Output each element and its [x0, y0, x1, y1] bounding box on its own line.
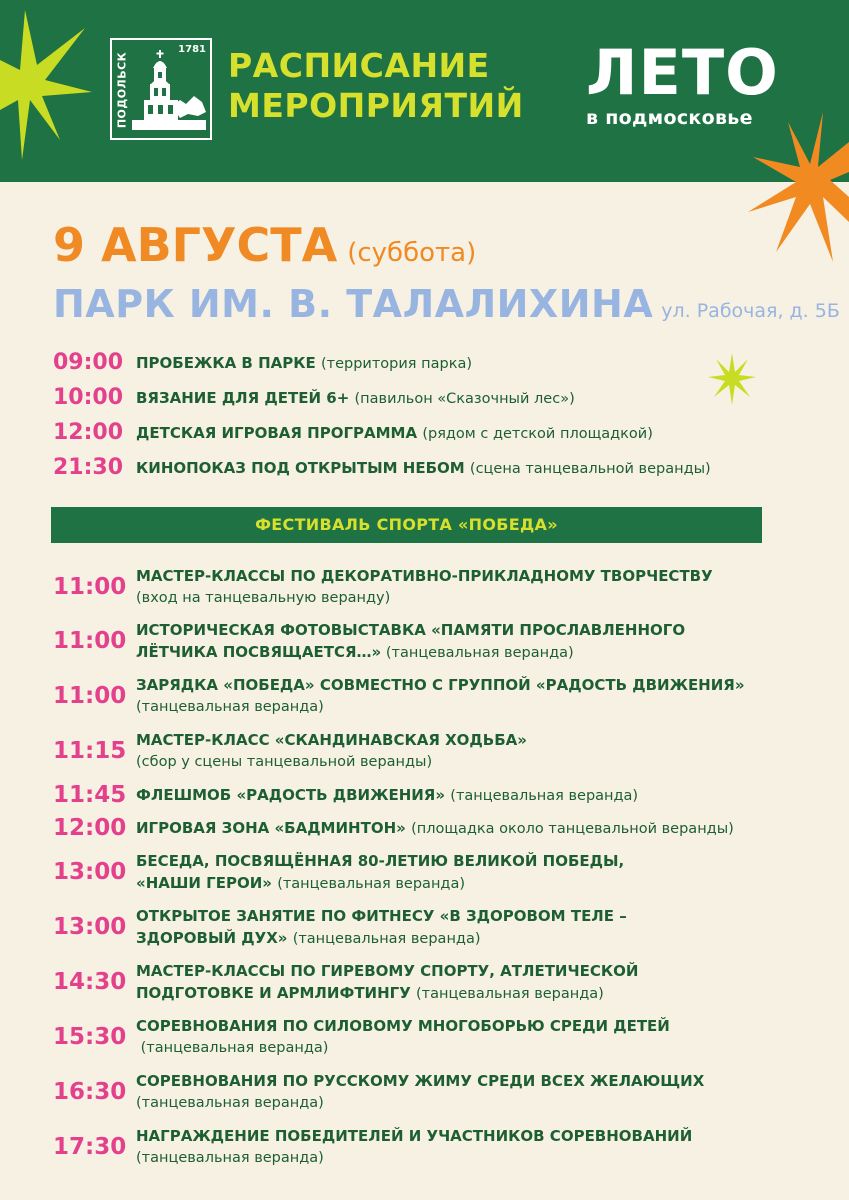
schedule-title-line2: МЕРОПРИЯТИЙ: [228, 86, 524, 125]
event-time: 12:00: [53, 420, 124, 445]
festival-time: 14:30: [53, 969, 127, 995]
festival-place: (танцевальная веранда): [292, 931, 481, 947]
event-time: 10:00: [53, 385, 124, 410]
schedule-title-line1: РАСПИСАНИЕ: [228, 46, 490, 85]
event-time: 09:00: [53, 350, 124, 375]
festival-time: 11:00: [53, 683, 127, 709]
venue-address: ул. Рабочая, д. 5Б: [661, 300, 840, 322]
festival-time: 13:00: [53, 859, 127, 885]
logo-year: 1781: [178, 44, 206, 55]
festival-title-cont: ЛЁТЧИКА ПОСВЯЩАЕТСЯ…»: [136, 643, 382, 661]
festival-title: НАГРАЖДЕНИЕ ПОБЕДИТЕЛЕЙ И УЧАСТНИКОВ СОРЕВНОВАНИЙ: [136, 1127, 693, 1145]
festival-place: (танцевальная веранда): [416, 986, 604, 1002]
festival-time: 16:30: [53, 1079, 127, 1105]
event-place: (павильон «Сказочный лес»): [354, 391, 575, 407]
event-title: КИНОПОКАЗ ПОД ОТКРЫТЫМ НЕБОМ: [136, 459, 465, 477]
event-date: [53, 218, 476, 272]
orange-star-decoration-icon: [748, 112, 849, 270]
festival-place: (площадка около танцевальной веранды): [411, 821, 734, 837]
festival-title: МАСТЕР-КЛАСС «СКАНДИНАВСКАЯ ХОДЬБА»: [136, 731, 527, 749]
festival-place: (танцевальная веранда): [381, 645, 574, 661]
festival-time: 12:00: [53, 815, 127, 841]
venue: [53, 282, 840, 326]
festival-time: 17:30: [53, 1134, 127, 1160]
city-logo: [110, 38, 212, 140]
festival-banner: [51, 507, 762, 543]
event-title: ВЯЗАНИЕ ДЛЯ ДЕТЕЙ 6+: [136, 389, 350, 407]
event-place: (территория парка): [321, 356, 473, 372]
small-star-decoration-icon: [708, 353, 756, 405]
festival-place: (танцевальная веранда): [136, 1150, 324, 1166]
festival-place: (танцевальная веранда): [136, 1040, 329, 1056]
festival-place: (вход на танцевальную веранду): [136, 590, 391, 606]
header-band: [0, 0, 849, 182]
brand-word: ЛЕТО: [586, 36, 779, 109]
festival-title: СОРЕВНОВАНИЯ ПО РУССКОМУ ЖИМУ СРЕДИ ВСЕХ ЖЕЛАЮЩИХ: [136, 1072, 705, 1090]
festival-time: 11:45: [53, 782, 127, 808]
logo-city-name: ПОДОЛЬСК: [115, 51, 129, 129]
event-place: (рядом с детской площадкой): [422, 426, 653, 442]
lime-star-decoration-icon: [0, 0, 95, 165]
festival-time: 13:00: [53, 914, 127, 940]
festival-banner-title: ФЕСТИВАЛЬ СПОРТА «ПОБЕДА»: [255, 515, 558, 534]
brand-subtitle: в подмосковье: [586, 107, 753, 129]
festival-title-cont: ПОДГОТОВКЕ И АРМЛИФТИНГУ: [136, 984, 411, 1002]
festival-title: МАСТЕР-КЛАССЫ ПО ГИРЕВОМУ СПОРТУ, АТЛЕТИЧЕСКОЙ: [136, 962, 639, 980]
festival-title: МАСТЕР-КЛАССЫ ПО ДЕКОРАТИВНО-ПРИКЛАДНОМУ ТВОРЧЕСТВУ: [136, 567, 713, 585]
venue-name: ПАРК ИМ. В. ТАЛАЛИХИНА: [53, 282, 654, 326]
event-time: 21:30: [53, 455, 124, 480]
festival-time: 11:15: [53, 738, 127, 764]
festival-place: (танцевальная веранда): [277, 876, 465, 892]
event-title: ПРОБЕЖКА В ПАРКЕ: [136, 354, 316, 372]
festival-title: ФЛЕШМОБ «РАДОСТЬ ДВИЖЕНИЯ»: [136, 786, 446, 804]
festival-title-cont: «НАШИ ГЕРОИ»: [136, 874, 272, 892]
festival-title-cont: ЗДОРОВЫЙ ДУХ»: [136, 929, 288, 947]
festival-title: ОТКРЫТОЕ ЗАНЯТИЕ ПО ФИТНЕСУ «В ЗДОРОВОМ ТЕЛЕ –: [136, 907, 627, 925]
festival-place: (сбор у сцены танцевальной веранды): [136, 754, 433, 770]
event-weekday: (суббота): [347, 238, 477, 268]
festival-title: СОРЕВНОВАНИЯ ПО СИЛОВОМУ МНОГОБОРЬЮ СРЕДИ ДЕТЕЙ: [136, 1017, 670, 1035]
schedule-title: [228, 46, 524, 126]
festival-place: (танцевальная веранда): [136, 1095, 324, 1111]
event-title: ДЕТСКАЯ ИГРОВАЯ ПРОГРАММА: [136, 424, 418, 442]
church-icon: [132, 50, 206, 132]
event-date-main: 9 АВГУСТА: [53, 218, 338, 272]
festival-place: (танцевальная веранда): [136, 699, 324, 715]
festival-title: БЕСЕДА, ПОСВЯЩЁННАЯ 80-ЛЕТИЮ ВЕЛИКОЙ ПОБЕДЫ,: [136, 852, 625, 870]
festival-title: ИГРОВАЯ ЗОНА «БАДМИНТОН»: [136, 819, 406, 837]
festival-title: ЗАРЯДКА «ПОБЕДА» СОВМЕСТНО С ГРУППОЙ «РАДОСТЬ ДВИЖЕНИЯ»: [136, 676, 745, 694]
festival-title: ИСТОРИЧЕСКАЯ ФОТОВЫСТАВКА «ПАМЯТИ ПРОСЛАВЛЕННОГО: [136, 621, 686, 639]
festival-time: 11:00: [53, 574, 127, 600]
event-place: (сцена танцевальной веранды): [469, 461, 711, 477]
festival-time: 11:00: [53, 628, 127, 654]
festival-time: 15:30: [53, 1024, 127, 1050]
festival-place: (танцевальная веранда): [450, 788, 639, 804]
